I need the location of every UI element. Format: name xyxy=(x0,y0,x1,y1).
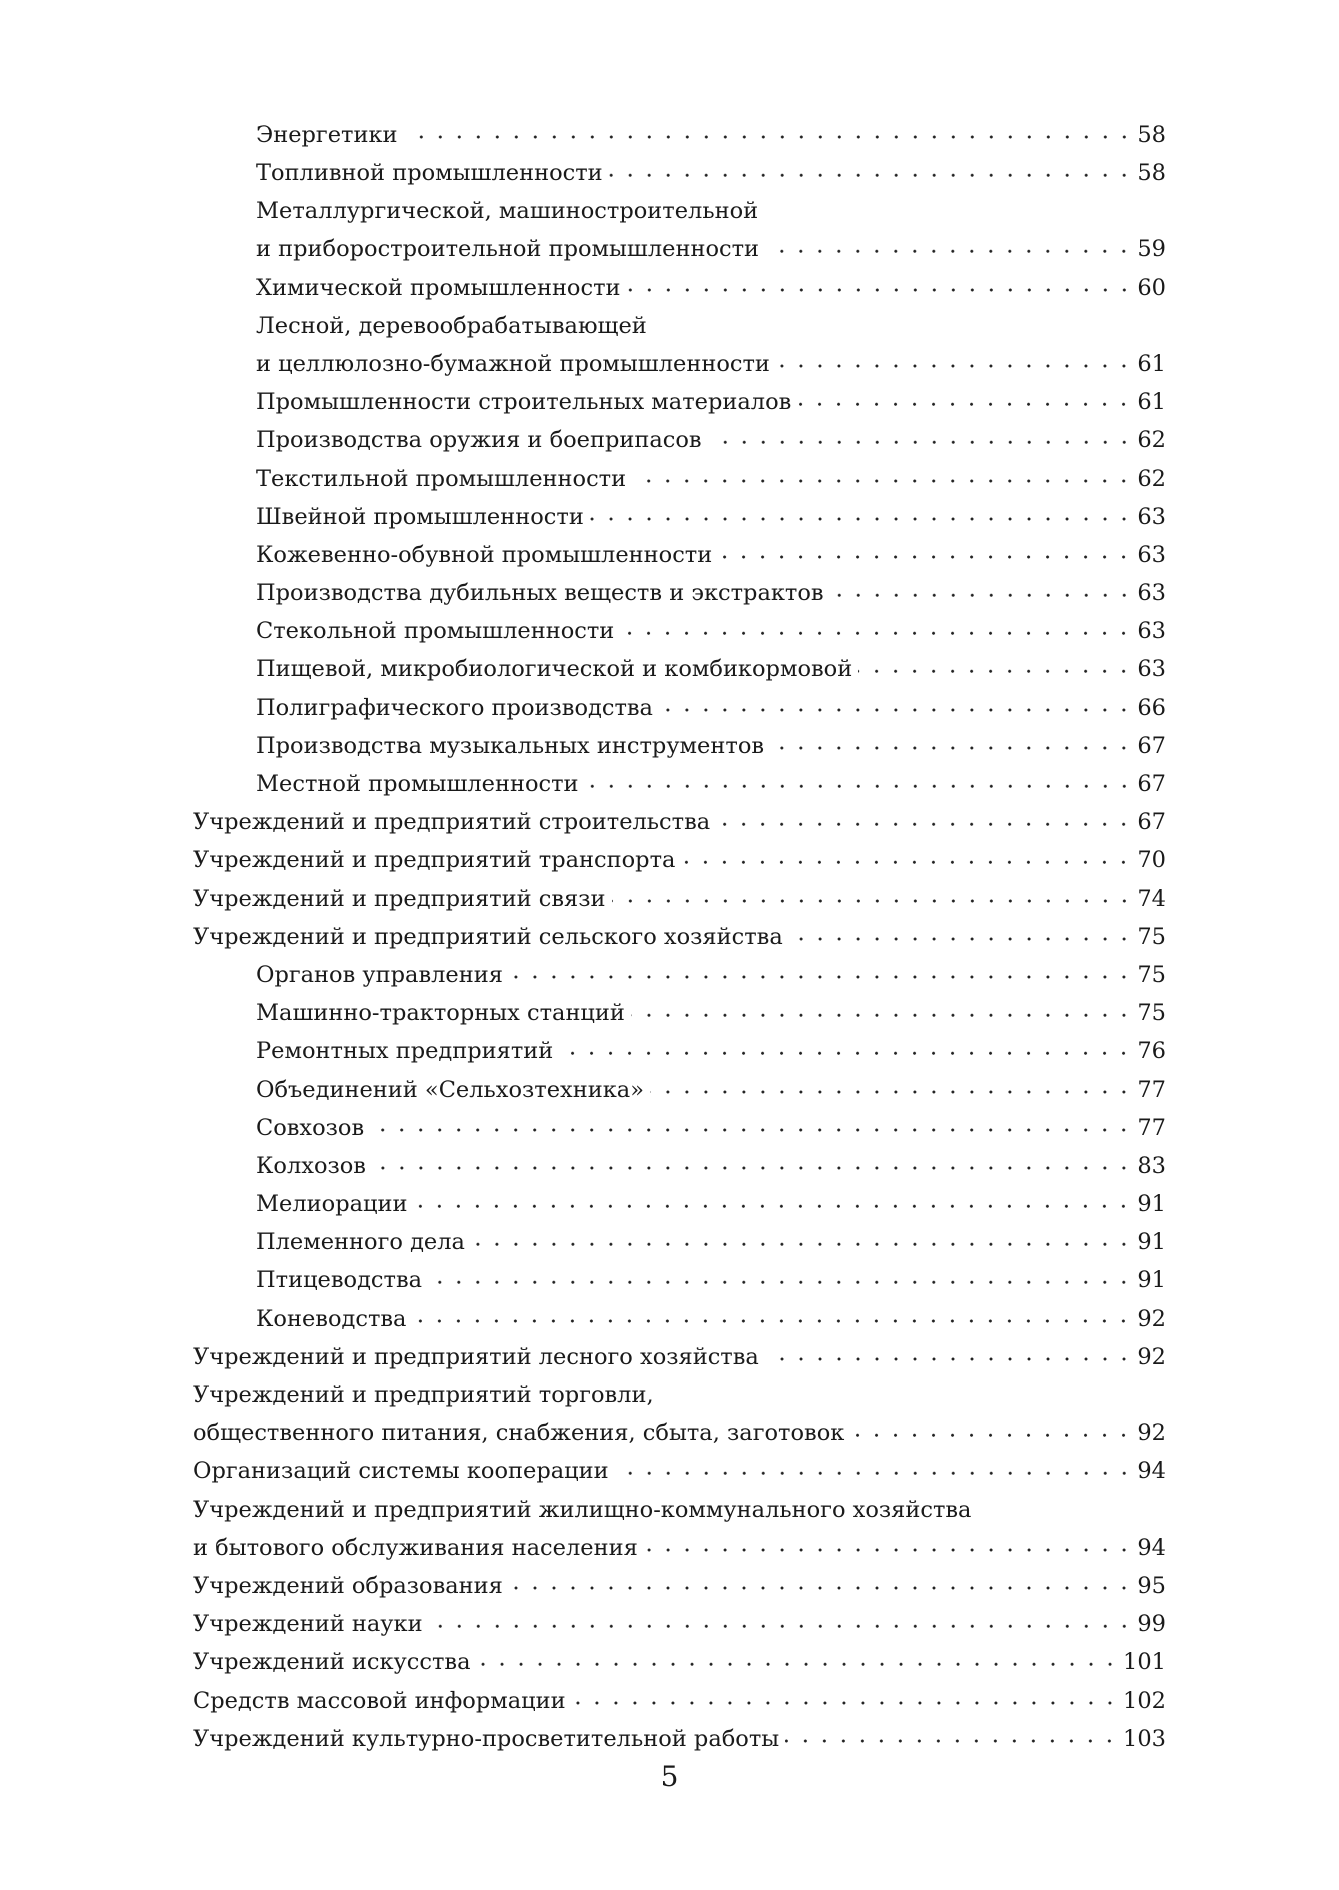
dot-leader xyxy=(627,279,1134,302)
toc-entry-line xyxy=(193,1491,1166,1529)
toc-entry-title: Промышленности строительных материалов xyxy=(256,389,792,416)
toc-entry-line xyxy=(193,1033,1166,1071)
toc-entry-line xyxy=(193,956,1166,994)
toc-entry-title: Учреждений образования xyxy=(193,1572,503,1599)
dot-leader xyxy=(659,699,1133,722)
toc-entry-page-number: 70 xyxy=(1137,847,1166,874)
toc-entry-page-number: 67 xyxy=(1137,732,1166,759)
toc-entry-page-number: 83 xyxy=(1137,1152,1166,1179)
toc-entry-page-number: 58 xyxy=(1137,121,1166,148)
toc-entry-title: Химической промышленности xyxy=(256,274,621,301)
toc-entry-title: Пищевой, микробиологической и комбикормовой xyxy=(256,656,853,683)
toc-entry-title: Текстильной промышленности xyxy=(256,465,627,492)
toc-entry-title: и целлюлозно-бумажной промышленности xyxy=(256,350,770,377)
toc-entry-page-number: 95 xyxy=(1137,1572,1166,1599)
dot-leader xyxy=(620,622,1133,645)
toc-entry-title: Производства оружия и боеприпасов xyxy=(256,427,702,454)
toc-entry-title: Коневодства xyxy=(256,1305,407,1332)
toc-entry-title: Лесной, деревообрабатывающей xyxy=(256,312,647,339)
toc-entry-title: Кожевенно-обувной промышленности xyxy=(256,541,713,568)
toc-entry-line xyxy=(193,1605,1166,1643)
toc-entry-line xyxy=(193,498,1166,536)
toc-entry-page-number: 91 xyxy=(1137,1267,1166,1294)
toc-entry-title: Учреждений и предприятий лесного хозяйства xyxy=(193,1343,759,1370)
dot-leader xyxy=(765,1348,1134,1371)
toc-entry-page-number: 74 xyxy=(1137,885,1166,912)
toc-entry-page-number: 76 xyxy=(1137,1038,1166,1065)
toc-entry-title: Учреждений культурно-просветительной работы xyxy=(193,1725,780,1752)
dot-leader xyxy=(372,1157,1133,1180)
toc-entry-line xyxy=(193,1338,1166,1376)
dot-leader xyxy=(404,126,1134,149)
toc-entry-line xyxy=(193,1147,1166,1185)
toc-entry-title: Швейной промышленности xyxy=(256,503,584,530)
toc-entry-page-number: 91 xyxy=(1137,1229,1166,1256)
toc-entry-page-number: 94 xyxy=(1137,1534,1166,1561)
toc-entry-title: Производства дубильных веществ и экстрактов xyxy=(256,580,824,607)
dot-leader xyxy=(644,1539,1134,1562)
toc-entry-line xyxy=(193,918,1166,956)
dot-leader xyxy=(650,1081,1133,1104)
toc-entry-page-number: 77 xyxy=(1137,1114,1166,1141)
toc-entry-title: Учреждений и предприятий строительства xyxy=(193,809,711,836)
toc-entry-page-number: 92 xyxy=(1137,1343,1166,1370)
toc-entry-title: Учреждений и предприятий транспорта xyxy=(193,847,676,874)
dot-leader xyxy=(471,1233,1133,1256)
toc-entry-line xyxy=(193,116,1166,154)
toc-entry-page-number: 62 xyxy=(1137,427,1166,454)
dot-leader xyxy=(559,1042,1133,1065)
toc-entry-title: Учреждений и предприятий торговли, xyxy=(193,1382,654,1409)
dot-leader xyxy=(509,966,1133,989)
toc-entry-page-number: 103 xyxy=(1123,1725,1166,1752)
dot-leader xyxy=(572,1692,1119,1715)
toc-entry-line xyxy=(193,383,1166,421)
dot-leader xyxy=(850,1424,1133,1447)
toc-entry-page-number: 75 xyxy=(1137,923,1166,950)
toc-entry-line xyxy=(193,651,1166,689)
toc-entry-title: и приборостроительной промышленности xyxy=(256,236,760,263)
toc-entry-line xyxy=(193,727,1166,765)
toc-entry-title: Местной промышленности xyxy=(256,771,579,798)
toc-entry-page-number: 63 xyxy=(1137,580,1166,607)
toc-entry-page-number: 75 xyxy=(1137,961,1166,988)
toc-entry-title: Колхозов xyxy=(256,1152,366,1179)
dot-leader xyxy=(590,508,1134,531)
toc-entry-page-number: 63 xyxy=(1137,618,1166,645)
toc-entry-page-number: 92 xyxy=(1137,1305,1166,1332)
toc-entry-line xyxy=(193,307,1166,345)
toc-entry-page-number: 66 xyxy=(1137,694,1166,721)
toc-entry-title: Учреждений и предприятий сельского хозяйства xyxy=(193,923,783,950)
dot-leader xyxy=(770,737,1133,760)
dot-leader xyxy=(429,1615,1134,1638)
toc-entry-line xyxy=(193,1262,1166,1300)
toc-entry-line xyxy=(193,765,1166,803)
toc-entry-page-number: 63 xyxy=(1137,503,1166,530)
toc-entry-line xyxy=(193,1682,1166,1720)
dot-leader xyxy=(615,1462,1134,1485)
toc-entry-line xyxy=(193,1414,1166,1452)
toc-entry-line xyxy=(193,803,1166,841)
toc-entry-line xyxy=(193,192,1166,230)
dot-leader xyxy=(830,584,1134,607)
toc-entry-title: Учреждений искусства xyxy=(193,1649,471,1676)
toc-entry-page-number: 75 xyxy=(1137,1000,1166,1027)
toc-entry-line xyxy=(193,574,1166,612)
toc-entry-title: Совхозов xyxy=(256,1114,365,1141)
dot-leader xyxy=(428,1271,1133,1294)
toc-entry-title: Объединений «Сельхозтехника» xyxy=(256,1076,644,1103)
toc-entry-line xyxy=(193,689,1166,727)
dot-leader xyxy=(609,164,1134,187)
page-number: 5 xyxy=(660,1760,679,1793)
dot-leader xyxy=(708,431,1134,454)
toc-entry-page-number: 77 xyxy=(1137,1076,1166,1103)
dot-leader xyxy=(632,470,1133,493)
toc-entry-line xyxy=(193,1567,1166,1605)
toc-entry-page-number: 61 xyxy=(1137,389,1166,416)
toc-entry-page-number: 67 xyxy=(1137,771,1166,798)
toc-entry-line xyxy=(193,1071,1166,1109)
dot-leader xyxy=(412,1310,1133,1333)
toc-entry-line xyxy=(193,1300,1166,1338)
dot-leader xyxy=(765,240,1133,263)
toc-entry-line xyxy=(193,422,1166,460)
toc-entry-title: Стекольной промышленности xyxy=(256,618,615,645)
toc-entry-line xyxy=(193,154,1166,192)
toc-entry-page-number: 99 xyxy=(1137,1611,1166,1638)
toc-entry-title: Мелиорации xyxy=(256,1191,408,1218)
toc-entry-title: Полиграфического производства xyxy=(256,694,653,721)
toc-entry-title: Машинно-тракторных станций xyxy=(256,1000,625,1027)
toc-entry-page-number: 91 xyxy=(1137,1191,1166,1218)
toc-entry-title: Энергетики xyxy=(256,121,398,148)
toc-entry-title: Организаций системы кооперации xyxy=(193,1458,609,1485)
toc-entry-line xyxy=(193,1223,1166,1261)
toc-entry-page-number: 94 xyxy=(1137,1458,1166,1485)
toc-entry-title: Учреждений и предприятий связи xyxy=(193,885,606,912)
toc-entry-line xyxy=(193,612,1166,650)
toc-entry-title: Производства музыкальных инструментов xyxy=(256,732,765,759)
toc-entry-line xyxy=(193,345,1166,383)
toc-entry-line xyxy=(193,994,1166,1032)
toc-entry-title: Металлургической, машиностроительной xyxy=(256,198,759,225)
toc-entry-line xyxy=(193,269,1166,307)
toc-entry-title: и бытового обслуживания населения xyxy=(193,1534,638,1561)
toc-entry-page-number: 101 xyxy=(1123,1649,1166,1676)
dot-leader xyxy=(797,393,1133,416)
toc-entry-line xyxy=(193,1109,1166,1147)
toc-entry-title: Птицеводства xyxy=(256,1267,423,1294)
toc-entry-line xyxy=(193,536,1166,574)
toc-entry-line xyxy=(193,1720,1166,1758)
toc-entry-line xyxy=(193,231,1166,269)
toc-entry-title: Учреждений и предприятий жилищно-коммунального хозяйства xyxy=(193,1496,972,1523)
toc-entry-page-number: 102 xyxy=(1123,1687,1166,1714)
dot-leader xyxy=(776,355,1133,378)
dot-leader xyxy=(681,851,1133,874)
toc-entry-page-number: 63 xyxy=(1137,541,1166,568)
dot-leader xyxy=(370,1119,1133,1142)
dot-leader xyxy=(509,1577,1134,1600)
toc-entry-page-number: 60 xyxy=(1137,274,1166,301)
toc-entry-page-number: 59 xyxy=(1137,236,1166,263)
toc-entry-title: Средств массовой информации xyxy=(193,1687,566,1714)
toc-entry-title: Племенного дела xyxy=(256,1229,465,1256)
dot-leader xyxy=(789,928,1134,951)
dot-leader xyxy=(477,1653,1120,1676)
toc-entry-page-number: 61 xyxy=(1137,350,1166,377)
toc-entry-line xyxy=(193,460,1166,498)
dot-leader xyxy=(858,660,1133,683)
toc-entry-line xyxy=(193,1376,1166,1414)
dot-leader xyxy=(631,1004,1133,1027)
toc-entry-title: общественного питания, снабжения, сбыта, заготовок xyxy=(193,1420,845,1447)
toc-entry-line xyxy=(193,1185,1166,1223)
dot-leader xyxy=(413,1195,1133,1218)
toc-entry-line xyxy=(193,1453,1166,1491)
toc-entry-title: Ремонтных предприятий xyxy=(256,1038,554,1065)
toc-entry-title: Топливной промышленности xyxy=(256,160,603,187)
toc-entry-title: Органов управления xyxy=(256,961,503,988)
toc-entry-page-number: 63 xyxy=(1137,656,1166,683)
toc-entry-line xyxy=(193,1529,1166,1567)
toc-entry-page-number: 92 xyxy=(1137,1420,1166,1447)
toc-entry-line xyxy=(193,880,1166,918)
toc-entry-page-number: 62 xyxy=(1137,465,1166,492)
dot-leader xyxy=(785,1730,1119,1753)
table-of-contents xyxy=(193,116,1166,1758)
dot-leader xyxy=(612,890,1134,913)
toc-entry-page-number: 67 xyxy=(1137,809,1166,836)
dot-leader xyxy=(716,813,1133,836)
dot-leader xyxy=(585,775,1134,798)
toc-entry-line xyxy=(193,1644,1166,1682)
toc-entry-line xyxy=(193,842,1166,880)
dot-leader xyxy=(718,546,1133,569)
toc-entry-page-number: 58 xyxy=(1137,160,1166,187)
toc-entry-title: Учреждений науки xyxy=(193,1611,423,1638)
